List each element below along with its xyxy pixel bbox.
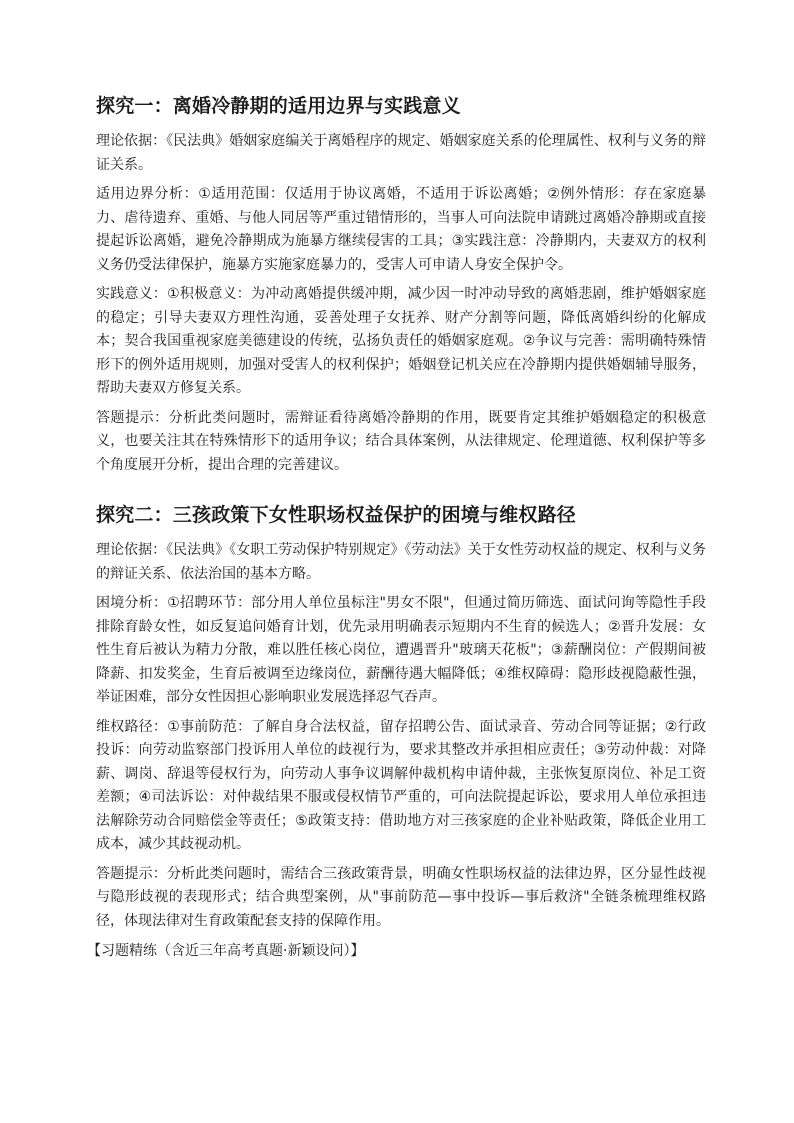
section-2-theory: 理论依据：《民法典》《女职工劳动保护特别规定》《劳动法》关于女性劳动权益的规定、权利与义务的辩证关系、依法治国的基本方略。 <box>96 542 706 582</box>
section-1-title: 探究一：离婚冷静期的适用边界与实践意义 <box>96 95 461 117</box>
section-1-significance: 实践意义：①积极意义：为冲动离婚提供缓冲期，减少因一时冲动导致的离婚悲剧，维护婚姻家庭的稳定；引导夫妻双方理性沟通，妥善处理子女抚养、财产分割等问题，降低离婚纠纷的化解成本；契合我国重视家庭美德建设的传统，弘扬负责任的婚姻家庭观。②争议与完善：需明确特殊情形下的例外适用规则，加强对受害人的权利保护；婚姻登记机关应在冷静期内提供婚姻辅导服务，帮助夫妻双方修复关系。 <box>96 286 706 396</box>
section-2-hint: 答题提示：分析此类问题时，需结合三孩政策背景，明确女性职场权益的法律边界，区分显性歧视与隐形歧视的表现形式；结合典型案例，从"事前防范—事中投诉—事后救济"全链条梳理维权路径，体现法律对生育政策配套支持的保障作用。 <box>96 865 706 929</box>
section-2-path: 维权路径：①事前防范：了解自身合法权益，留存招聘公告、面试录音、劳动合同等证据；②行政投诉：向劳动监察部门投诉用人单位的歧视行为，要求其整改并承担相应责任；③劳动仲裁：对降薪、调岗、辞退等侵权行为，向劳动人事争议调解仲裁机构申请仲裁，主张恢复原岗位、补足工资差额；④司法诉讼：对仲裁结果不服或侵权情节严重的，可向法院提起诉讼，要求用人单位承担违法解除劳动合同赔偿金等责任；⑤政策支持：借助地方对三孩家庭的企业补贴政策，降低企业用工成本，减少其歧视动机。 <box>96 718 706 852</box>
section-1-hint: 答题提示：分析此类问题时，需辩证看待离婚冷静期的作用，既要肯定其维护婚姻稳定的积极意义，也要关注其在特殊情形下的适用争议；结合具体案例，从法律规定、伦理道德、权利保护等多个角度展开分析，提出合理的完善建议。 <box>96 409 706 473</box>
document-page <box>87 92 706 963</box>
section-1-boundary: 适用边界分析：①适用范围：仅适用于协议离婚，不适用于诉讼离婚；②例外情形：存在家庭暴力、虐待遗弃、重婚、与他人同居等严重过错情形的，当事人可向法院申请跳过离婚冷静期或直接提起诉讼离婚，避免冷静期成为施暴方继续侵害的工具；③实践注意：冷静期内，夫妻双方的权利义务仍受法律保护，施暴方实施家庭暴力的，受害人可申请人身安全保护令。 <box>96 186 706 273</box>
practice-heading: 【习题精练（含近三年高考真题·新颖设问）】 <box>87 943 365 959</box>
section-2-dilemma: 困境分析：①招聘环节：部分用人单位虽标注"男女不限"，但通过简历筛选、面试问询等隐性手段排除育龄女性，如反复追问婚育计划，优先录用明确表示短期内不生育的候选人；②晋升发展：女性生育后被认为精力分散，难以胜任核心岗位，遭遇晋升"玻璃天花板"；③薪酬岗位：产假期间被降薪、扣发奖金，生育后被调至边缘岗位，薪酬待遇大幅降低；④维权障碍：隐形歧视隐蔽性强，举证困难，部分女性因担心影响职业发展选择忍气吞声。 <box>96 595 706 705</box>
section-2-title: 探究二：三孩政策下女性职场权益保护的困境与维权路径 <box>96 504 577 526</box>
section-1-theory: 理论依据：《民法典》婚姻家庭编关于离婚程序的规定、婚姻家庭关系的伦理属性、权利与义务的辩证关系。 <box>96 133 706 173</box>
